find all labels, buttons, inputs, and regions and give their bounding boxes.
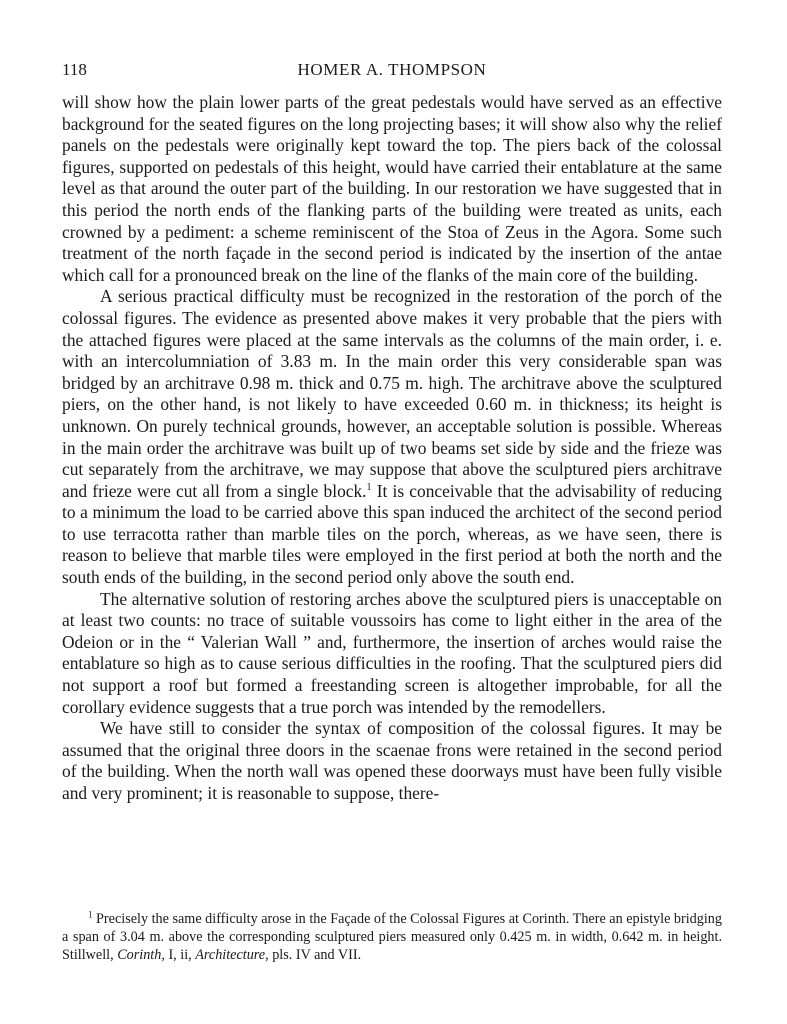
paragraph-2-part-b: It is conceivable that the advisability of reducing to a minimum the load to be carried above this span induced the architect of the second period to use terracotta rather than marble tiles on the porch, whereas, as we have seen, there is reason to believe that marble tiles were employed in the first period at both the north and the south ends of the building, in the second period only above the south end. [62,480,722,588]
footnote-mark: 1 [88,909,93,920]
footnote-italic-architecture: Architecture [195,946,266,963]
running-title: HOMER A. THOMPSON [297,60,487,79]
body-text [62,92,722,805]
paragraph-3: The alternative solution of restoring arches above the sculptured piers is unacceptable on at least two counts: no trace of suitable voussoirs has come to light either in the area of the Odeion or in the “ Valerian Wall ” and, furthermore, the insertion of arches would raise the entablature so high as to cause serious difficulties in the roofing. That the sculptured piers did not support a roof but formed a freestanding screen is altogether improbable, for all the corollary evidence suggests that a true porch was intended by the remodellers. [62,588,722,717]
paragraph-2-part-a: A serious practical difficulty must be recognized in the restoration of the porch of the colossal figures. The evidence as presented above makes it very probable that the piers with the attached figures were placed at the same intervals as the columns of the main order, i. e. with an intercolumniation of 3.83 m. In the main order this very considerable span was bridged by an architrave 0.98 m. thick and 0.75 m. high. The architrave above the sculptured piers, on the other hand, is not likely to have exceeded 0.60 m. in thickness; its height is unknown. On purely technical grounds, however, an acceptable solution is possible. Whereas in the main order the architrave was built up of two beams set side by side and the frieze was cut separately from the architrave, we may suppose that above the sculptured piers architrave and frieze were cut all from a single block. [62,286,722,501]
page-number: 118 [62,60,87,79]
footnote-part-a: Precisely the same difficulty arose in the Façade of the Colossal Figures at Corinth. There an epistyle bridging a span of 3.04 m. above the corresponding sculptured piers measured only 0.425 m. in width, 0.642 m. in height. Stillwell, [62,911,722,963]
footnote-part-b: , I, ii, [161,946,196,963]
page-header [62,60,722,84]
paragraph-4: We have still to consider the syntax of composition of the colossal figures. It may be assumed that the original three doors in the scaenae frons were retained in the second period of the building. When the north wall was opened these doorways must have been fully visible and very prominent; it is reasonable to suppose, there- [62,718,722,803]
paragraph-1: will show how the plain lower parts of the great pedestals would have served as an effective background for the seated figures on the long projecting bases; it will show also why the relief panels on the pedestals were originally kept toward the top. The piers back of the colossal figures, supported on pedestals of this height, would have carried their entablature at the same level as that around the outer part of the building. In our restoration we have suggested that in this period the north ends of the flanking parts of the building were treated as units, each crowned by a pediment: a scheme reminiscent of the Stoa of Zeus in the Agora. Some such treatment of the north façade in the second period is indicated by the insertion of the antae which call for a pronounced break on the line of the flanks of the main core of the building. [62,92,722,285]
footnote [62,911,722,964]
footnote-text [62,911,722,964]
footnote-reference: 1 [366,481,372,493]
paragraph-2 [62,286,722,588]
footnote-part-c: , pls. IV and VII. [265,946,362,963]
footnote-italic-corinth: Corinth [117,946,162,963]
